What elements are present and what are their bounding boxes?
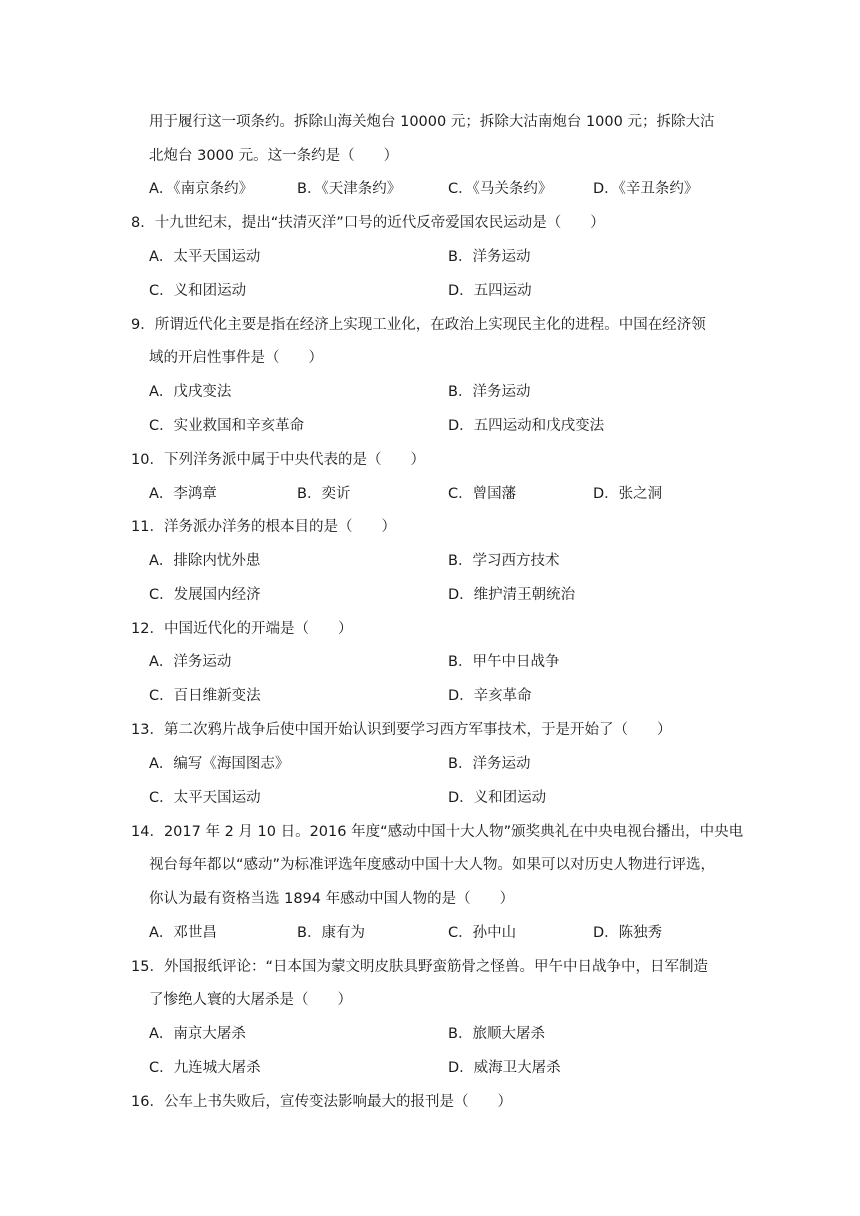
q10-option-b[interactable]: B．奕䜣 [297, 486, 351, 502]
q13-stem: 13．第二次鸦片战争后使中国开始认识到要学习西方军事技术，于是开始了（ ） [131, 722, 672, 738]
q15-stem-line [0, 952, 860, 982]
q11-options-row [0, 580, 860, 610]
q14-stem-line [0, 817, 860, 847]
q13-stem-line [0, 715, 860, 745]
q15-options-row [0, 1053, 860, 1083]
q14-stem-2: 视台每年都以“感动”为标准评选年度感动中国十大人物。如果可以对历史人物进行评选， [149, 857, 716, 873]
q15-option-a[interactable]: A．南京大屠杀 [149, 1026, 246, 1042]
q12-options-row [0, 647, 860, 677]
q12-stem: 12．中国近代化的开端是（ ） [131, 621, 353, 637]
q12-option-b[interactable]: B．甲午中日战争 [448, 654, 560, 670]
q13-option-a[interactable]: A．编写《海国图志》 [149, 756, 290, 772]
q9-stem-line [0, 310, 860, 340]
q8-stem-line [0, 208, 860, 238]
q14-option-c[interactable]: C．孙中山 [448, 925, 517, 941]
q8-option-c[interactable]: C．义和团运动 [149, 283, 247, 299]
q8-option-a[interactable]: A．太平天国运动 [149, 249, 261, 265]
q14-option-d[interactable]: D．陈独秀 [593, 925, 663, 941]
q9-option-a[interactable]: A．戊戌变法 [149, 384, 232, 400]
q15-stem-line [0, 985, 860, 1015]
q15-option-d[interactable]: D．威海卫大屠杀 [448, 1060, 561, 1076]
q14-stem-1: 14．2017 年 2 月 10 日。2016 年度“感动中国十大人物”颁奖典礼在中央电视台播出，中央电 [131, 824, 744, 840]
q13-options-row [0, 783, 860, 813]
q9-option-b[interactable]: B．洋务运动 [448, 384, 531, 400]
q9-options-row [0, 411, 860, 441]
q10-option-c[interactable]: C．曾国藩 [448, 486, 517, 502]
q14-stem-line [0, 850, 860, 880]
q12-option-a[interactable]: A．洋务运动 [149, 654, 232, 670]
q7-continuation-1: 用于履行这一项条约。拆除山海关炮台 10000 元；拆除大沽南炮台 1000 元；拆除大沽 [149, 114, 715, 130]
q8-options-row [0, 242, 860, 272]
q7-text-line [0, 107, 860, 137]
q15-stem-1: 15．外国报纸评论：“日本国为蒙文明皮肤具野蛮筋骨之怪兽。甲午中日战争中，日军制造 [131, 959, 708, 975]
q15-option-b[interactable]: B．旅顺大屠杀 [448, 1026, 545, 1042]
q12-options-row [0, 681, 860, 711]
q14-options-row [0, 918, 860, 948]
q7-text-line [0, 141, 860, 171]
q11-stem-line [0, 512, 860, 542]
q11-option-d[interactable]: D．维护清王朝统治 [448, 587, 576, 603]
q11-options-row [0, 546, 860, 576]
q13-option-d[interactable]: D．义和团运动 [448, 790, 547, 806]
q15-option-c[interactable]: C．九连城大屠杀 [149, 1060, 261, 1076]
q15-stem-2: 了惨绝人寰的大屠杀是（ ） [149, 992, 352, 1008]
q9-stem-line [0, 343, 860, 373]
q14-stem-3: 你认为最有资格当选 1894 年感动中国人物的是（ ） [149, 891, 515, 907]
q11-option-b[interactable]: B．学习西方技术 [448, 553, 560, 569]
q14-option-a[interactable]: A．邓世昌 [149, 925, 217, 941]
q7-continuation-2: 北炮台 3000 元。这一条约是（ ） [149, 148, 399, 164]
q7-option-c[interactable]: C．《马关条约》 [448, 181, 553, 197]
q8-option-b[interactable]: B．洋务运动 [448, 249, 531, 265]
q9-option-c[interactable]: C．实业救国和辛亥革命 [149, 418, 305, 434]
q9-stem-2: 域的开启性事件是（ ） [149, 350, 323, 366]
q16-stem: 16．公车上书失败后，宣传变法影响最大的报刊是（ ） [131, 1094, 512, 1110]
q7-option-d[interactable]: D．《辛丑条约》 [593, 181, 699, 197]
q10-stem-line [0, 445, 860, 475]
q10-options-row [0, 479, 860, 509]
q12-stem-line [0, 614, 860, 644]
q7-options-row [0, 174, 860, 204]
q7-option-a[interactable]: A．《南京条约》 [149, 181, 254, 197]
q13-option-c[interactable]: C．太平天国运动 [149, 790, 261, 806]
q13-option-b[interactable]: B．洋务运动 [448, 756, 531, 772]
q12-option-c[interactable]: C．百日维新变法 [149, 688, 261, 704]
q8-options-row [0, 276, 860, 306]
q14-stem-line [0, 884, 860, 914]
q8-stem: 8．十九世纪末，提出“扶清灭洋”口号的近代反帝爱国农民运动是（ ） [131, 215, 605, 231]
q7-option-b[interactable]: B．《天津条约》 [297, 181, 402, 197]
q9-options-row [0, 377, 860, 407]
q10-option-a[interactable]: A．李鸿章 [149, 486, 217, 502]
q8-option-d[interactable]: D．五四运动 [448, 283, 532, 299]
q11-option-c[interactable]: C．发展国内经济 [149, 587, 261, 603]
q10-option-d[interactable]: D．张之洞 [593, 486, 663, 502]
q9-stem-1: 9．所谓近代化主要是指在经济上实现工业化，在政治上实现民主化的进程。中国在经济领 [131, 317, 706, 333]
q10-stem: 10．下列洋务派中属于中央代表的是（ ） [131, 452, 425, 468]
q13-options-row [0, 749, 860, 779]
q14-option-b[interactable]: B．康有为 [297, 925, 365, 941]
q16-stem-line [0, 1087, 860, 1117]
q11-option-a[interactable]: A．排除内忧外患 [149, 553, 261, 569]
q11-stem: 11．洋务派办洋务的根本目的是（ ） [131, 519, 396, 535]
q15-options-row [0, 1019, 860, 1049]
q9-option-d[interactable]: D．五四运动和戊戌变法 [448, 418, 605, 434]
q12-option-d[interactable]: D．辛亥革命 [448, 688, 532, 704]
